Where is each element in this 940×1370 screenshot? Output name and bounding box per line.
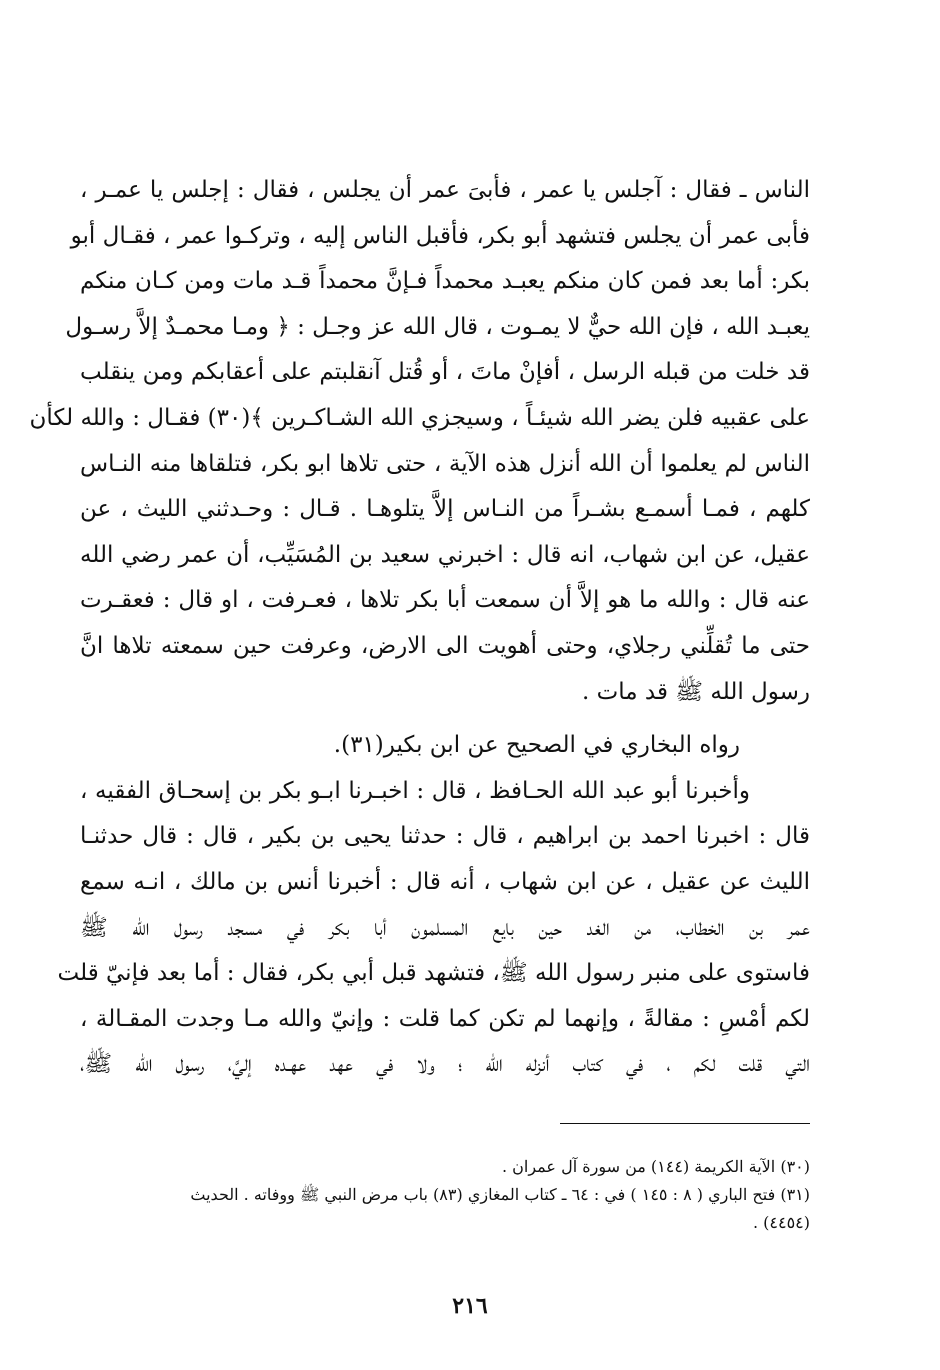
text-line: يعبـد الله ، فإن الله حيٌّ لا يمـوت ، قال الله عز وجـل : ﴿ ومـا محمـدٌ إلاَّ رسـول <box>65 313 810 340</box>
text-line: رسول الله ﷺ قد مات . <box>581 678 810 705</box>
text-line: حتى ما تُقلِّني رجلاي، وحتى أهويت الى الارض، وعرفت حين سمعته تلاها انَّ <box>80 632 810 659</box>
text-line: عمر بن الخطاب، من الغد حين بايع المسلمون أبا بكر في مسجد رسول الله ﷺ <box>80 914 810 941</box>
footnotes <box>80 1153 810 1237</box>
text-line: الناس لم يعلموا أن الله أنزل هذه الآية ، حتى تلاها ابو بكر، فتلقاها منه النـاس <box>80 450 810 477</box>
text-line: الليث عن عقيل ، عن ابن شهاب ، أنه قال : أخبرنا أنس بن مالك ، انـه سمع <box>80 868 810 895</box>
text-line: بكر: أما بعد فمن كان منكم يعبـد محمداً فـإنَّ محمداً قـد مات ومن كـان منكم <box>80 268 810 295</box>
text-line: قال : اخبرنا احمد بن ابراهيم ، قال : حدثنا يحيى بن بكير ، قال : قال حدثنـا <box>80 823 810 850</box>
text-line: فاستوى على منبر رسول الله ﷺ، فتشهد قبل أبي بكر، فقال : أما بعد فإنيّ قلت <box>57 960 810 987</box>
text-line: على عقبيه فلن يضر الله شيئـاً ، وسيجزي الله الشـاكـرين ﴾(٣٠) فقـال : والله لكأن <box>29 404 810 431</box>
text-line: وأخبرنا أبو عبد الله الحـافظ ، قال : اخبـرنا ابـو بكر بن إسحـاق الفقيه ، <box>80 777 750 804</box>
narration-attribution: رواه البخاري في الصحيح عن ابن بكير(٣١). <box>333 732 740 759</box>
footnote-31-continuation: (٤٤٥٤) . <box>752 1213 810 1232</box>
text-line: قد خلت من قبله الرسل ، أفإنْ ماتَ ، أو قُتل آنقلبتم على أعقابكم ومن ينقلب <box>80 359 810 386</box>
page-number: ٢١٦ <box>452 1293 488 1319</box>
footnote-divider <box>560 1123 810 1124</box>
text-line: عنه قال : والله ما هو إلاَّ أن سمعت أبا بكر تلاها ، فعـرفت ، او قال : فعقـرت <box>80 587 810 614</box>
text-line: التي قلت لكم ، في كتاب أنزله الله ؛ ولا في عهد عهـده إليَّ، رسول الله ﷺ، <box>80 1051 810 1078</box>
text-line: فأبى عمر أن يجلس فتشهد أبو بكر، فأقبل الناس إليه ، وتركـوا عمر ، فقـال أبو <box>70 222 810 249</box>
text-line: الناس ـ فقال : آجلس يا عمر ، فأبىَ عمر أن يجلس ، فقال : إجلس يا عمـر ، <box>80 177 810 203</box>
text-line: كلهم ، فمـا أسمـع بشـراً من النـاس إلاَّ يتلوهـا . قـال : وحـدثني الليث ، عن <box>80 496 810 523</box>
text-line: عقيل، عن ابن شهاب، انه قال : اخبرني سعيد بن المُسَيِّب، أن عمر رضي الله <box>80 541 810 568</box>
footnote-31: (٣١) فتح الباري ( ٨ : ١٤٥ ) في : ٦٤ ـ كتاب المغازي (٨٣) باب مرض النبي ﷺ ووفاته . الحديث <box>190 1185 810 1204</box>
text-line: لكم أمْسِ : مقالةً ، وإنهما لم تكن كما قلت : وإنيّ والله مـا وجدت المقـالة ، <box>80 1005 810 1032</box>
footnote-30: (٣٠) الآية الكريمة (١٤٤) من سورة آل عمران . <box>501 1157 810 1176</box>
main-text <box>29 168 810 1088</box>
